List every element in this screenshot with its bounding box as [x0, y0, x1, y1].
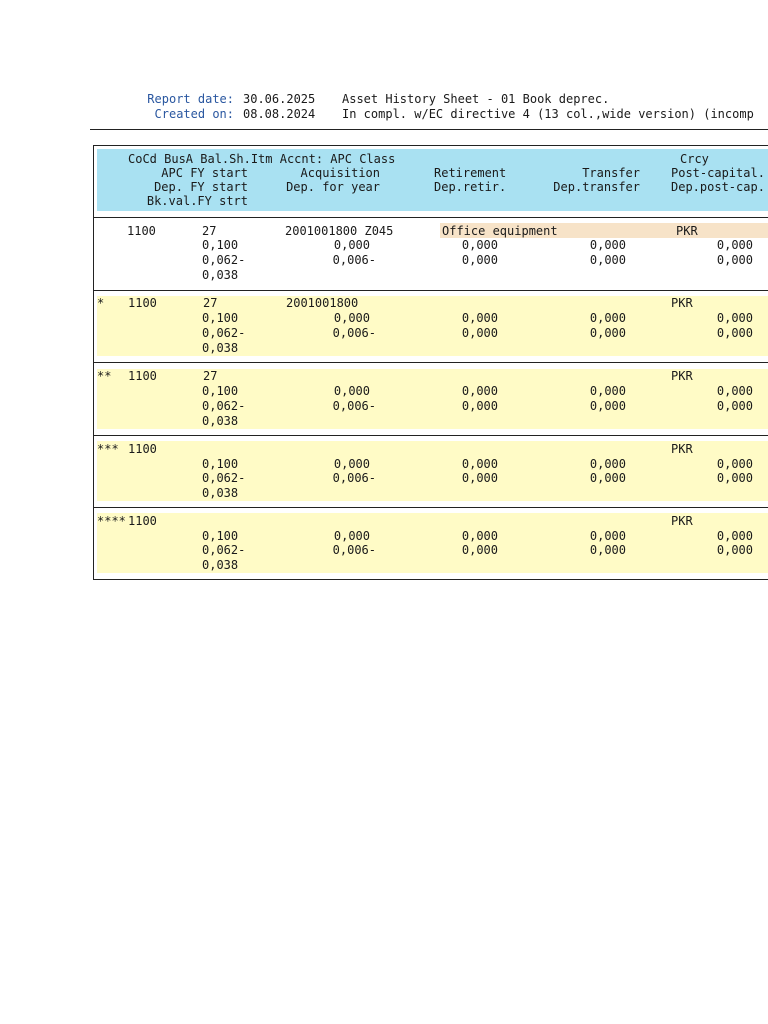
- total-level-marker: ****: [97, 514, 126, 528]
- total-bk-val-fy-strt: 0,038: [202, 414, 239, 428]
- total-transfer: 0,000: [589, 384, 626, 398]
- total-dep-post-cap: 0,000: [716, 399, 753, 413]
- total-retirement: 0,000: [461, 457, 498, 471]
- total-dep-retir: 0,000: [461, 471, 498, 485]
- created-on-value: 08.08.2024: [243, 107, 316, 121]
- report-date-value: 30.06.2025: [243, 92, 316, 106]
- header-post-capital: Post-capital.: [671, 166, 765, 180]
- header-separator: [93, 217, 768, 218]
- total-currency: PKR: [671, 514, 693, 528]
- header-bk-val-fy-strt: Bk.val.FY strt: [146, 194, 248, 208]
- total-cocd: 1100: [128, 514, 157, 528]
- header-key-columns: CoCd BusA Bal.Sh.Itm Accnt: APC Class: [128, 152, 396, 166]
- row-separator: [93, 435, 768, 436]
- total-dep-post-cap: 0,000: [716, 471, 753, 485]
- total-dep-retir: 0,000: [461, 326, 498, 340]
- created-on-label: Created on:: [154, 107, 234, 121]
- total-dep-fy-start: 0,062-: [202, 326, 246, 340]
- total-currency: PKR: [671, 369, 693, 383]
- total-cocd: 1100: [128, 369, 157, 383]
- detail-asset-number[interactable]: 2001001800 Z045: [285, 224, 394, 238]
- detail-acquisition: 0,000: [333, 238, 370, 252]
- total-currency: PKR: [671, 442, 693, 456]
- total-acquisition: 0,000: [333, 529, 370, 543]
- header-dep-for-year: Dep. for year: [286, 180, 380, 194]
- total-dep-retir: 0,000: [461, 543, 498, 557]
- total-apc-fy-start: 0,100: [202, 311, 239, 325]
- total-retirement: 0,000: [461, 384, 498, 398]
- total-bk-val-fy-strt: 0,038: [202, 558, 239, 572]
- total-dep-transfer: 0,000: [589, 326, 626, 340]
- header-dep-post-cap: Dep.post-cap.: [671, 180, 765, 194]
- heading-divider: [90, 129, 768, 130]
- total-acquisition: 0,000: [333, 457, 370, 471]
- detail-currency: PKR: [676, 224, 698, 238]
- total-dep-fy-start: 0,062-: [202, 543, 246, 557]
- row-separator: [93, 362, 768, 363]
- total-cocd: 1100: [128, 296, 157, 310]
- header-dep-transfer: Dep.transfer: [553, 180, 640, 194]
- total-dep-for-year: 0,006-: [332, 471, 376, 485]
- total-asset: 2001001800: [286, 296, 359, 310]
- total-post-capital: 0,000: [716, 311, 753, 325]
- total-level-marker: ***: [97, 442, 119, 456]
- header-retirement: Retirement: [434, 166, 507, 180]
- detail-dep-fy-start: 0,062-: [202, 253, 246, 267]
- detail-busa: 27: [202, 224, 217, 238]
- detail-post-capital: 0,000: [716, 238, 753, 252]
- total-busa: 27: [203, 369, 218, 383]
- total-dep-for-year: 0,006-: [332, 543, 376, 557]
- total-post-capital: 0,000: [716, 457, 753, 471]
- detail-transfer: 0,000: [589, 238, 626, 252]
- total-busa: 27: [203, 296, 218, 310]
- total-post-capital: 0,000: [716, 529, 753, 543]
- row-separator: [93, 507, 768, 508]
- total-retirement: 0,000: [461, 311, 498, 325]
- row-separator: [93, 290, 768, 291]
- total-retirement: 0,000: [461, 529, 498, 543]
- report-date-label: Report date:: [147, 92, 234, 106]
- total-transfer: 0,000: [589, 311, 626, 325]
- total-dep-fy-start: 0,062-: [202, 471, 246, 485]
- header-dep-fy-start: Dep. FY start: [154, 180, 248, 194]
- header-transfer: Transfer: [582, 166, 640, 180]
- total-acquisition: 0,000: [333, 311, 370, 325]
- report-title: Asset History Sheet - 01 Book deprec.: [342, 92, 610, 106]
- header-crcy: Crcy: [680, 152, 709, 166]
- detail-dep-for-year: 0,006-: [332, 253, 376, 267]
- detail-dep-retir: 0,000: [461, 253, 498, 267]
- total-dep-fy-start: 0,062-: [202, 399, 246, 413]
- total-apc-fy-start: 0,100: [202, 529, 239, 543]
- detail-apc-fy-start: 0,100: [202, 238, 239, 252]
- total-dep-transfer: 0,000: [589, 543, 626, 557]
- total-dep-for-year: 0,006-: [332, 399, 376, 413]
- total-dep-transfer: 0,000: [589, 471, 626, 485]
- header-apc-fy-start: APC FY start: [161, 166, 248, 180]
- header-dep-retir: Dep.retir.: [434, 180, 507, 194]
- total-dep-post-cap: 0,000: [716, 326, 753, 340]
- total-currency: PKR: [671, 296, 693, 310]
- total-level-marker: **: [97, 369, 112, 383]
- total-apc-fy-start: 0,100: [202, 457, 239, 471]
- total-apc-fy-start: 0,100: [202, 384, 239, 398]
- total-dep-for-year: 0,006-: [332, 326, 376, 340]
- detail-cocd: 1100: [127, 224, 156, 238]
- total-transfer: 0,000: [589, 529, 626, 543]
- total-dep-post-cap: 0,000: [716, 543, 753, 557]
- detail-dep-transfer: 0,000: [589, 253, 626, 267]
- total-dep-transfer: 0,000: [589, 399, 626, 413]
- header-acquisition: Acquisition: [300, 166, 380, 180]
- total-post-capital: 0,000: [716, 384, 753, 398]
- total-transfer: 0,000: [589, 457, 626, 471]
- detail-retirement: 0,000: [461, 238, 498, 252]
- total-level-marker: *: [97, 296, 105, 310]
- detail-dep-post-cap: 0,000: [716, 253, 753, 267]
- report-subtitle: In compl. w/EC directive 4 (13 col.,wide version) (incomp: [342, 107, 754, 121]
- total-acquisition: 0,000: [333, 384, 370, 398]
- total-bk-val-fy-strt: 0,038: [202, 341, 239, 355]
- detail-bk-val-fy-strt: 0,038: [202, 268, 239, 282]
- detail-asset-description: Office equipment: [442, 224, 558, 238]
- total-dep-retir: 0,000: [461, 399, 498, 413]
- total-cocd: 1100: [128, 442, 157, 456]
- total-bk-val-fy-strt: 0,038: [202, 486, 239, 500]
